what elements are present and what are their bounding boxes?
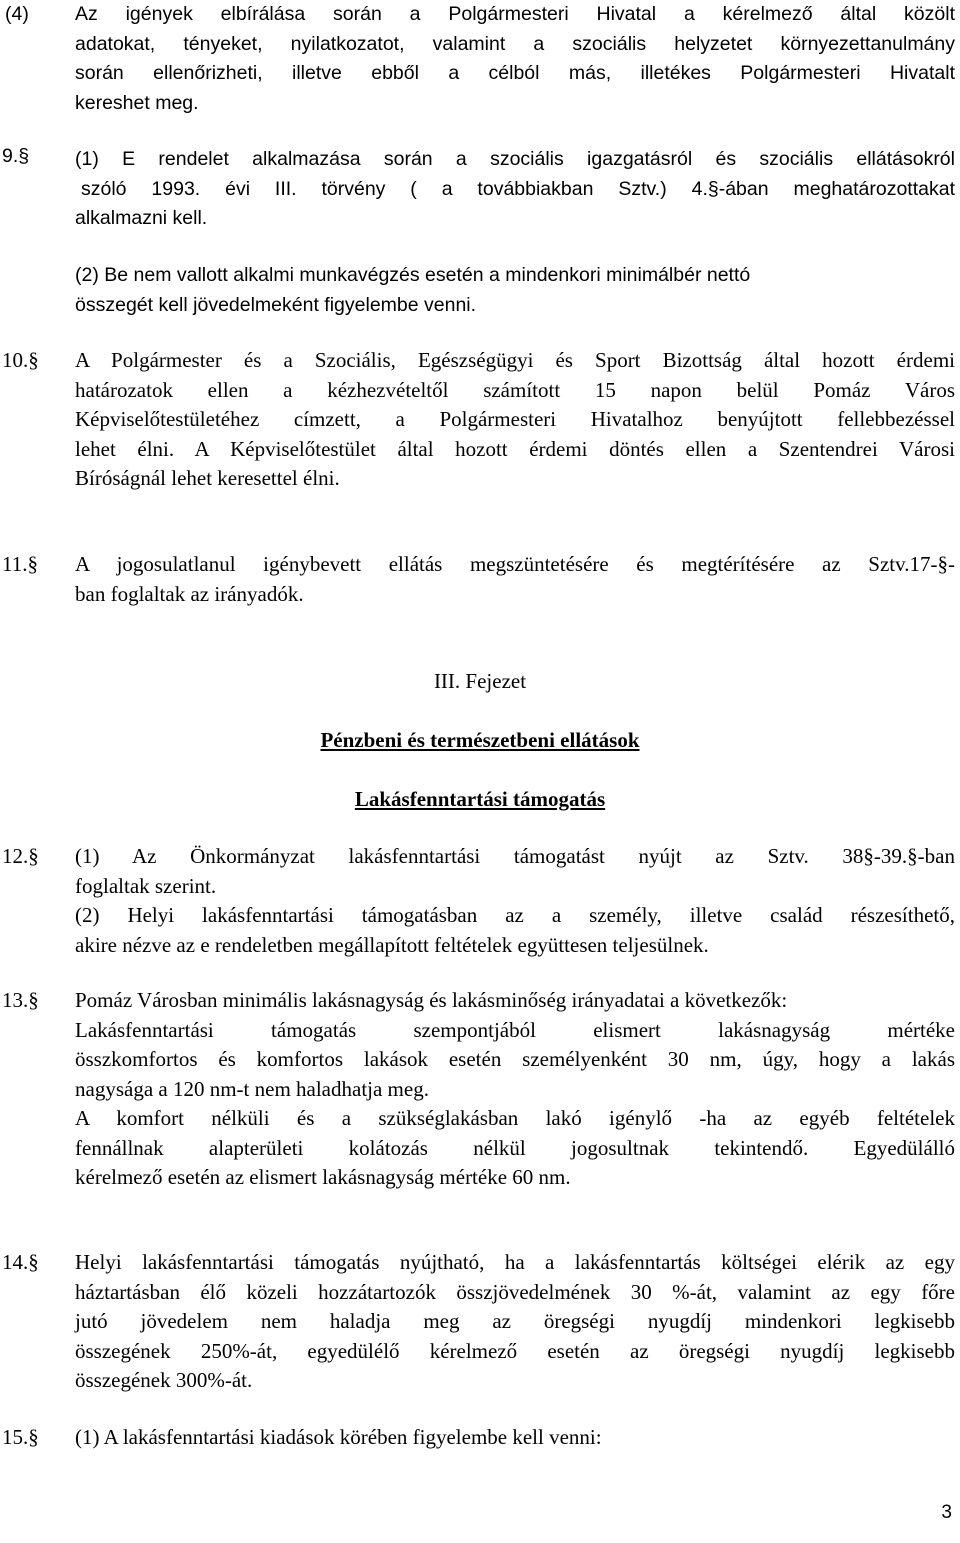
text-line: adatokat, tényeket, nyilatkozatot, valamint a szociális helyzetet környezettanulmány (75, 32, 955, 55)
section-number: 11.§ (2, 552, 38, 576)
page-number: 3 (941, 1502, 952, 1523)
text-line: jutó jövedelem nem haladja meg az öregségi nyugdíj mindenkori legkisebb (75, 1309, 955, 1333)
text-line: (2) Helyi lakásfenntartási támogatásban az a személy, illetve család részesíthető, (75, 903, 955, 927)
chapter-title: Pénzbeni és természetbeni ellátások (320, 728, 640, 752)
text-line: összegének 300%-át. (75, 1368, 253, 1392)
text-line: kereshet meg. (75, 91, 199, 114)
chapter-number: III. Fejezet (433, 669, 527, 693)
text-line: fennállnak alapterületi kolátozás nélkül jogosultnak tekintendő. Egyedülálló (75, 1135, 955, 1160)
text-line: nagysága a 120 nm-t nem haladhatja meg. (75, 1076, 429, 1101)
section-number: 9.§ (2, 145, 30, 167)
text-line: Pomáz Városban minimális lakásnagyság és lakásminőség irányadatai a következők: (75, 988, 788, 1012)
text-line: Helyi lakásfenntartási támogatás nyújtható, ha a lakásfenntartás költségei elérik az egy (75, 1250, 955, 1274)
text-line: lehet élni. A Képviselőtestület által hozott érdemi döntés ellen a Szentendrei Városi (75, 436, 955, 461)
text-line: Lakásfenntartási támogatás szempontjából elismert lakásnagyság mértéke (75, 1017, 955, 1042)
text-line: alkalmazni kell. (75, 207, 208, 229)
text-line: akire nézve az e rendeletben megállapított feltételek együttesen teljesülnek. (75, 932, 709, 957)
text-line: A Polgármester és a Szociális, Egészségügyi és Sport Bizottság által hozott érdemi (75, 348, 955, 372)
text-line: (1) E rendelet alkalmazása során a szociális igazgatásról és szociális ellátásokról (75, 148, 955, 170)
text-line: során ellenőrizheti, illetve ebből a célból más, illetékes Polgármesteri Hivatalt (75, 62, 955, 84)
text-line: ban foglaltak az irányadók. (75, 581, 304, 606)
text-line: összkomfortos és komfortos lakások esetén személyenként 30 nm, úgy, hogy a lakás (75, 1047, 955, 1071)
paragraph-label: (4) (5, 3, 29, 25)
text-line: foglaltak szerint. (75, 873, 217, 898)
section-number: 12.§ (2, 844, 39, 868)
text-line: Bíróságnál lehet keresettel élni. (75, 466, 340, 490)
section-number: 13.§ (2, 988, 39, 1012)
text-line: Képviselőtestületéhez címzett, a Polgármesteri Hivatalhoz benyújtott fellebbezéssel (75, 407, 955, 431)
section-number: 14.§ (2, 1250, 39, 1274)
text-line: (1) A lakásfenntartási kiadások körében figyelembe kell venni: (75, 1425, 602, 1449)
text-line: szóló 1993. évi III. törvény ( a továbbiakban Sztv.) 4.§-ában meghatározottakat (81, 177, 955, 200)
text-line: Az igények elbírálása során a Polgármesteri Hivatal a kérelmező által közölt (75, 3, 955, 25)
text-line: (1) Az Önkormányzat lakásfenntartási támogatást nyújt az Sztv. 38§-39.§-ban (75, 844, 955, 868)
chapter-subtitle: Lakásfenntartási támogatás (354, 787, 606, 811)
text-line: A komfort nélküli és a szükséglakásban lakó igénylő -ha az egyéb feltételek (75, 1106, 955, 1130)
text-line: összegét kell jövedelmeként figyelembe venni. (75, 293, 477, 316)
text-line: határozatok ellen a kézhezvételtől számított 15 napon belül Pomáz Város (75, 377, 955, 402)
text-line: összegének 250%-át, egyedülélő kérelmező esetén az öregségi nyugdíj legkisebb (75, 1338, 955, 1363)
section-number: 15.§ (2, 1425, 39, 1449)
section-number: 10.§ (2, 348, 39, 372)
text-line: (2) Be nem vallott alkalmi munkavégzés esetén a mindenkori minimálbér nettó (75, 264, 751, 286)
text-line: kérelmező esetén az elismert lakásnagyság mértéke 60 nm. (75, 1165, 571, 1189)
text-line: A jogosulatlanul igénybevett ellátás megszüntetésére és megtérítésére az Sztv.17-§- (75, 552, 955, 576)
text-line: háztartásban élő közeli hozzátartozók összjövedelmének 30 %-át, valamint az egy főre (75, 1279, 955, 1304)
